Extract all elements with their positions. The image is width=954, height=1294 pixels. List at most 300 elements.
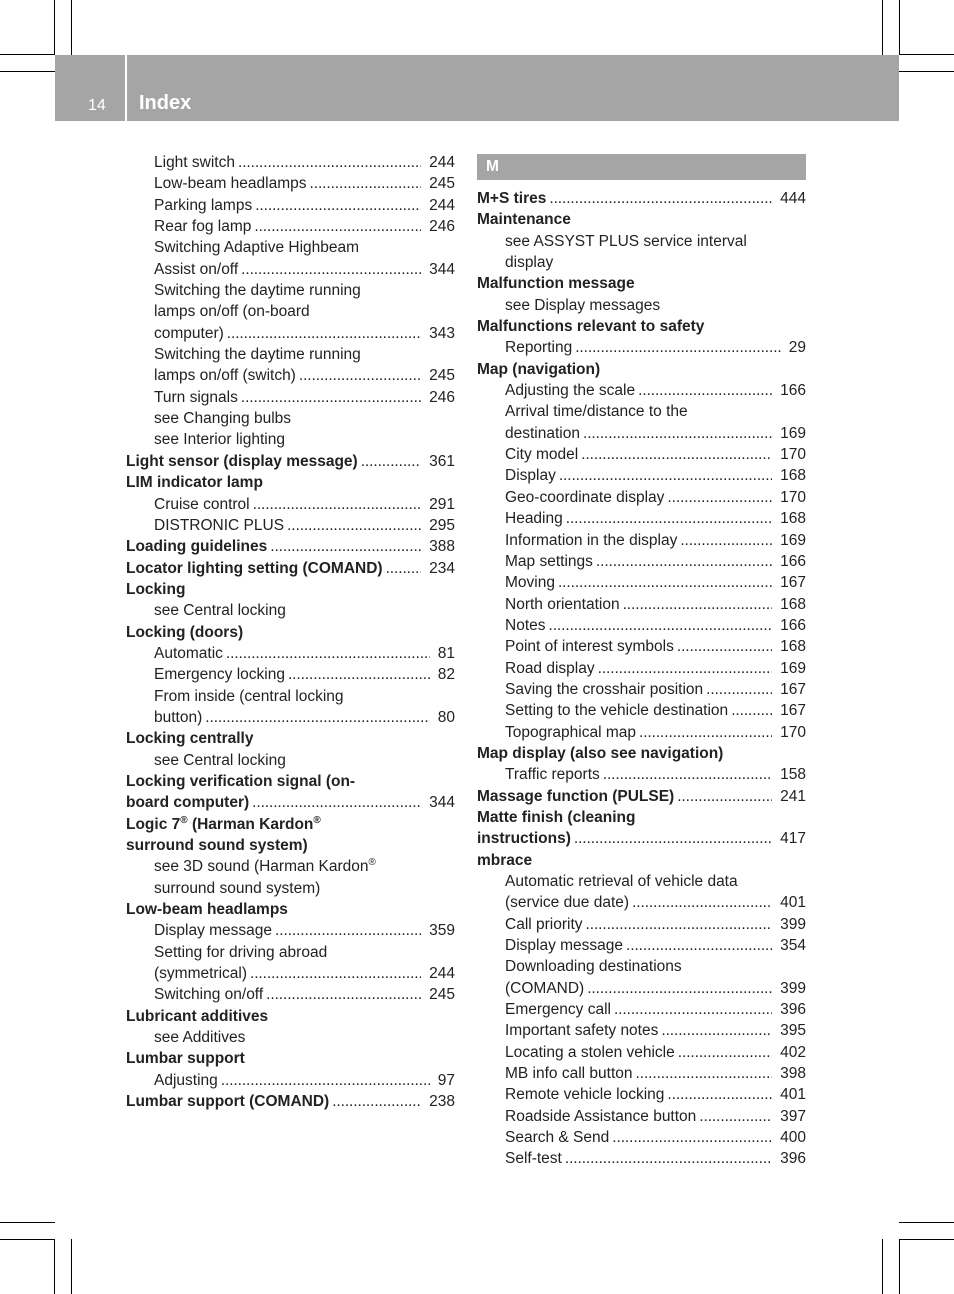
entry-text: Map (navigation) <box>477 360 601 378</box>
entry-text: Heading <box>505 510 563 528</box>
dot-leader <box>559 465 772 486</box>
page-reference: 395 <box>780 1022 806 1040</box>
page-reference: 396 <box>780 1001 806 1019</box>
index-entry <box>126 536 455 557</box>
entry-text: computer) <box>154 324 224 342</box>
page-reference: 354 <box>780 937 806 955</box>
dot-leader <box>299 365 421 386</box>
dot-leader <box>226 643 430 664</box>
dot-leader <box>598 658 773 679</box>
entry-text: Locking (doors) <box>126 623 244 641</box>
entry-text: Loading guidelines <box>126 538 268 556</box>
index-entry <box>477 273 806 294</box>
entry-text: Matte finish (cleaning <box>477 808 636 826</box>
page-reference: 246 <box>429 218 455 236</box>
entry-text: Saving the crosshair position <box>505 680 704 698</box>
dot-leader <box>255 195 421 216</box>
index-subentry <box>477 594 806 615</box>
entry-text: DISTRONIC PLUS <box>154 516 285 534</box>
dot-leader <box>612 1127 772 1148</box>
dot-leader <box>253 494 422 515</box>
page-reference: 244 <box>429 154 455 171</box>
index-subentry <box>126 942 455 963</box>
entry-text: Self-test <box>505 1150 562 1168</box>
dot-leader <box>680 530 772 551</box>
page-reference: 343 <box>429 324 455 342</box>
entry-text: Cruise control <box>154 495 250 513</box>
dot-leader <box>667 487 772 508</box>
index-entry <box>126 1091 455 1112</box>
index-subentry <box>126 643 455 664</box>
page-reference: 402 <box>780 1043 806 1061</box>
index-subentry <box>126 515 455 536</box>
index-subentry <box>477 423 806 444</box>
entry-text: Lumbar support (COMAND) <box>126 1093 330 1111</box>
index-subentry <box>126 1027 455 1048</box>
index-subentry <box>477 764 806 785</box>
entry-text: Massage function (PULSE) <box>477 787 675 805</box>
dot-leader <box>238 152 421 173</box>
index-subentry <box>477 935 806 956</box>
entry-text: LIM indicator lamp <box>126 474 263 492</box>
index-entry <box>477 188 806 209</box>
index-subentry <box>126 664 455 685</box>
index-subentry <box>477 401 806 422</box>
entry-text: Road display <box>505 659 595 677</box>
entry-text: see Central locking <box>154 602 286 620</box>
entry-text: Switching the daytime running <box>154 282 361 300</box>
index-entry <box>126 1048 455 1069</box>
index-subentry <box>477 1063 806 1084</box>
page-reference: 245 <box>429 986 455 1004</box>
index-column-left <box>126 152 455 1112</box>
index-subentry <box>477 572 806 593</box>
index-entry <box>126 792 455 813</box>
crop-mark <box>882 0 883 55</box>
dot-leader <box>270 536 421 557</box>
entry-text: Light sensor (display message) <box>126 452 358 470</box>
crop-mark <box>899 1222 954 1223</box>
dot-leader <box>667 1084 772 1105</box>
entry-text: Switching on/off <box>154 986 264 1004</box>
dot-leader <box>266 984 421 1005</box>
section-letter: M <box>486 158 499 175</box>
page-reference: 344 <box>429 794 455 812</box>
entry-text: Locking verification signal (on- <box>126 772 356 790</box>
entry-text: Display message <box>505 937 624 955</box>
dot-leader <box>549 188 772 209</box>
index-subentry <box>477 679 806 700</box>
entry-text: Adjusting <box>154 1071 218 1089</box>
entry-text: Assist on/off <box>154 260 239 278</box>
index-entry <box>126 622 455 643</box>
index-subentry <box>126 216 455 237</box>
index-subentry <box>477 615 806 636</box>
entry-text: Switching Adaptive Highbeam <box>154 239 360 257</box>
entry-text: Display message <box>154 922 273 940</box>
page-reference: 82 <box>437 666 455 684</box>
entry-text: Emergency call <box>505 1001 611 1019</box>
dot-leader <box>677 786 772 807</box>
index-subentry <box>126 920 455 941</box>
page-reference: 399 <box>780 979 806 997</box>
page-reference: 166 <box>780 382 806 400</box>
page-number: 14 <box>88 97 106 114</box>
page-reference: 388 <box>429 538 455 556</box>
index-subentry <box>477 530 806 551</box>
index-subentry <box>477 295 806 316</box>
index-subentry <box>126 963 455 984</box>
index-subentry <box>126 429 455 450</box>
index-subentry <box>477 465 806 486</box>
page-reference: 444 <box>780 190 806 207</box>
index-subentry <box>126 1070 455 1091</box>
entry-text: MB info call button <box>505 1065 633 1083</box>
dot-leader <box>386 558 422 579</box>
page-reference: 295 <box>429 516 455 534</box>
crop-mark <box>0 71 55 72</box>
entry-text: display <box>505 254 554 272</box>
index-subentry <box>477 1106 806 1127</box>
dot-leader <box>250 963 421 984</box>
entry-text: North orientation <box>505 595 620 613</box>
index-subentry <box>477 1042 806 1063</box>
dot-leader <box>583 423 772 444</box>
index-subentry <box>477 1020 806 1041</box>
page-reference: 81 <box>437 644 455 662</box>
page-reference: 344 <box>429 260 455 278</box>
dot-leader <box>623 594 773 615</box>
index-entry <box>126 728 455 749</box>
index-subentry <box>477 956 806 977</box>
entry-text: M+S tires <box>477 190 547 207</box>
index-subentry <box>126 344 455 365</box>
page-reference: 396 <box>780 1150 806 1168</box>
entry-text: Setting to the vehicle destination <box>505 702 729 720</box>
entry-text: Low-beam headlamps <box>126 901 288 919</box>
page-header <box>55 55 899 121</box>
page-reference: 166 <box>780 552 806 570</box>
crop-mark <box>899 71 954 72</box>
entry-text: Geo-coordinate display <box>505 488 665 506</box>
page-reference: 167 <box>780 702 806 720</box>
section-letter-bar <box>477 154 806 180</box>
page-reference: 399 <box>780 915 806 933</box>
index-entry <box>126 814 455 835</box>
dot-leader <box>287 515 421 536</box>
entry-text: Map display (also see navigation) <box>477 744 724 762</box>
entry-text: lamps on/off (on-board <box>154 303 310 321</box>
index-entry <box>477 743 806 764</box>
index-subentry <box>477 1148 806 1169</box>
index-entry <box>126 451 455 472</box>
entry-text: Maintenance <box>477 211 571 229</box>
index-subentry <box>477 892 806 913</box>
index-subentry <box>126 494 455 515</box>
entry-text: Lumbar support <box>126 1050 245 1068</box>
index-entry <box>477 786 806 807</box>
dot-leader <box>699 1106 772 1127</box>
index-entry <box>126 579 455 600</box>
entry-text: see ASSYST PLUS service interval <box>505 232 747 250</box>
index-subentry <box>126 387 455 408</box>
index-subentry <box>477 978 806 999</box>
page-title: Index <box>139 92 192 114</box>
index-entry <box>477 828 806 849</box>
dot-leader <box>639 722 772 743</box>
page-reference: 167 <box>780 574 806 592</box>
index-subentry <box>126 750 455 771</box>
entry-text: see Changing bulbs <box>154 410 292 428</box>
entry-text: Topographical map <box>505 723 636 741</box>
index-entry <box>126 771 455 792</box>
crop-mark <box>0 1239 55 1240</box>
page-reference: 401 <box>780 1086 806 1104</box>
dot-leader <box>677 636 772 657</box>
crop-mark <box>71 1239 72 1294</box>
entry-text: Malfunctions relevant to safety <box>477 318 705 336</box>
page-reference: 169 <box>780 659 806 677</box>
dot-leader <box>241 387 421 408</box>
entry-text: mbrace <box>477 851 533 869</box>
entry-text: Automatic retrieval of vehicle data <box>505 873 738 890</box>
index-subentry <box>477 871 806 892</box>
page-reference: 170 <box>780 488 806 506</box>
entry-text: Rear fog lamp <box>154 218 252 236</box>
page-reference: 168 <box>780 638 806 656</box>
dot-leader <box>549 615 773 636</box>
dot-leader <box>254 216 421 237</box>
dot-leader <box>566 508 772 529</box>
crop-mark <box>899 1239 954 1240</box>
index-entry <box>126 835 455 856</box>
page-reference: 168 <box>780 467 806 485</box>
entry-text: Search & Send <box>505 1129 610 1147</box>
page-reference: 245 <box>429 367 455 385</box>
crop-mark <box>0 1222 55 1223</box>
entry-text: destination <box>505 424 580 442</box>
page-reference: 400 <box>780 1129 806 1147</box>
dot-leader <box>575 337 781 358</box>
index-subentry <box>126 878 455 899</box>
entry-text: Locking <box>126 580 186 598</box>
entry-text: Point of interest symbols <box>505 638 674 656</box>
entry-text: Setting for driving abroad <box>154 943 328 961</box>
page-reference: 238 <box>429 1093 455 1111</box>
entry-text: Adjusting the scale <box>505 382 636 400</box>
entry-text: instructions) <box>477 830 571 848</box>
entry-text: see Display messages <box>505 296 661 314</box>
index-entry <box>477 316 806 337</box>
index-subentry <box>477 1127 806 1148</box>
dot-leader <box>558 572 772 593</box>
index-subentry <box>477 337 806 358</box>
entry-text: Malfunction message <box>477 275 635 293</box>
page-reference: 417 <box>780 830 806 848</box>
page-reference: 244 <box>429 196 455 214</box>
page-reference: 167 <box>780 680 806 698</box>
dot-leader <box>221 1070 430 1091</box>
dot-leader <box>288 664 430 685</box>
entry-text: button) <box>154 708 203 726</box>
page-reference: 291 <box>429 495 455 513</box>
index-subentry <box>126 152 455 173</box>
index-subentry <box>126 984 455 1005</box>
dot-leader <box>586 914 773 935</box>
entry-text: Lubricant additives <box>126 1007 269 1025</box>
entry-text: From inside (central locking <box>154 687 344 705</box>
crop-mark <box>54 0 55 55</box>
dot-leader <box>252 792 421 813</box>
index-subentry <box>126 323 455 344</box>
index-entry <box>126 558 455 579</box>
index-subentry <box>126 237 455 258</box>
index-subentry <box>126 173 455 194</box>
index-subentry <box>126 195 455 216</box>
index-entry <box>477 850 806 871</box>
entry-text: Reporting <box>505 339 573 357</box>
page-reference: 241 <box>780 787 806 805</box>
index-subentry <box>126 408 455 429</box>
dot-leader <box>661 1020 772 1041</box>
entry-text: surround sound system) <box>126 837 308 854</box>
dot-leader <box>678 1042 772 1063</box>
crop-mark <box>71 0 72 55</box>
index-subentry <box>477 231 806 252</box>
index-subentry <box>126 856 455 877</box>
index-subentry <box>126 707 455 728</box>
entry-text: Low-beam headlamps <box>154 175 307 193</box>
page-reference: 359 <box>429 922 455 940</box>
index-entry <box>477 807 806 828</box>
entry-text: (service due date) <box>505 894 630 912</box>
index-entry <box>126 1006 455 1027</box>
page-reference: 361 <box>429 452 455 470</box>
index-subentry <box>126 686 455 707</box>
index-subentry <box>126 365 455 386</box>
index-subentry <box>126 301 455 322</box>
dot-leader <box>706 679 772 700</box>
dot-leader <box>565 1148 772 1169</box>
dot-leader <box>241 259 421 280</box>
entry-text: Display <box>505 467 556 485</box>
entry-text: (symmetrical) <box>154 965 247 983</box>
page-reference: 170 <box>780 723 806 741</box>
index-entry <box>477 359 806 380</box>
entry-text: Emergency locking <box>154 666 285 684</box>
entry-text: Notes <box>505 616 546 634</box>
entry-text: see Central locking <box>154 751 286 769</box>
dot-leader <box>731 700 772 721</box>
index-subentry <box>477 508 806 529</box>
entry-text: Traffic reports <box>505 766 600 784</box>
dot-leader <box>632 892 772 913</box>
index-entry <box>126 899 455 920</box>
index-subentry <box>126 259 455 280</box>
index-subentry <box>477 722 806 743</box>
index-subentry <box>126 600 455 621</box>
dot-leader <box>275 920 421 941</box>
dot-leader <box>614 999 772 1020</box>
dot-leader <box>603 764 772 785</box>
entry-text: lamps on/off (switch) <box>154 367 296 385</box>
dot-leader <box>227 323 421 344</box>
page-reference: 244 <box>429 965 455 983</box>
entry-text: Arrival time/distance to the <box>505 403 688 421</box>
dot-leader <box>626 935 772 956</box>
crop-mark <box>882 1239 883 1294</box>
index-subentry <box>477 1084 806 1105</box>
dot-leader <box>310 173 422 194</box>
page-reference: 97 <box>437 1071 455 1089</box>
entry-text: Roadside Assistance button <box>505 1107 697 1125</box>
page-reference: 170 <box>780 446 806 464</box>
page-reference: 397 <box>780 1107 806 1125</box>
dot-leader <box>574 828 772 849</box>
entry-text: Call priority <box>505 915 583 933</box>
index-subentry <box>477 700 806 721</box>
page-reference: 169 <box>780 424 806 442</box>
index-subentry <box>126 280 455 301</box>
dot-leader <box>596 551 772 572</box>
page-reference: 29 <box>788 339 806 357</box>
crop-mark <box>0 54 55 55</box>
dot-leader <box>587 978 772 999</box>
entry-text: surround sound system) <box>154 879 321 897</box>
entry-text: Information in the display <box>505 531 678 549</box>
dot-leader <box>638 380 772 401</box>
dot-leader <box>581 444 772 465</box>
page-reference: 80 <box>437 708 455 726</box>
entry-text: Downloading destinations <box>505 958 682 976</box>
index-subentry <box>477 999 806 1020</box>
index-subentry <box>477 658 806 679</box>
dot-leader <box>636 1063 773 1084</box>
entry-text: Turn signals <box>154 388 238 406</box>
entry-text: Automatic <box>154 644 223 662</box>
index-subentry <box>477 444 806 465</box>
dot-leader <box>361 451 421 472</box>
page-reference: 246 <box>429 388 455 406</box>
index-subentry <box>477 380 806 401</box>
entry-text: Parking lamps <box>154 196 253 214</box>
index-subentry <box>477 252 806 273</box>
entry-text: Locking centrally <box>126 730 254 748</box>
entry-text: Light switch <box>154 154 235 171</box>
dot-leader <box>205 707 429 728</box>
entry-text: Remote vehicle locking <box>505 1086 665 1104</box>
page-reference: 158 <box>780 766 806 784</box>
entry-text: board computer) <box>126 794 250 812</box>
entry-text: Moving <box>505 574 555 592</box>
page-reference: 245 <box>429 175 455 193</box>
page-reference: 401 <box>780 894 806 912</box>
entry-text: Locator lighting setting (COMAND) <box>126 559 383 577</box>
index-column-right <box>477 152 806 1170</box>
entry-text: see Interior lighting <box>154 431 285 449</box>
entry-text: Logic 7® (Harman Kardon® <box>126 814 321 833</box>
page-reference: 398 <box>780 1065 806 1083</box>
header-divider <box>125 55 127 121</box>
index-entry <box>126 472 455 493</box>
page-reference: 234 <box>429 559 455 577</box>
index-subentry <box>477 551 806 572</box>
entry-text: see 3D sound (Harman Kardon® <box>154 857 376 876</box>
index-subentry <box>477 636 806 657</box>
crop-mark <box>899 54 954 55</box>
crop-mark <box>899 0 900 55</box>
entry-text: Switching the daytime running <box>154 346 361 364</box>
